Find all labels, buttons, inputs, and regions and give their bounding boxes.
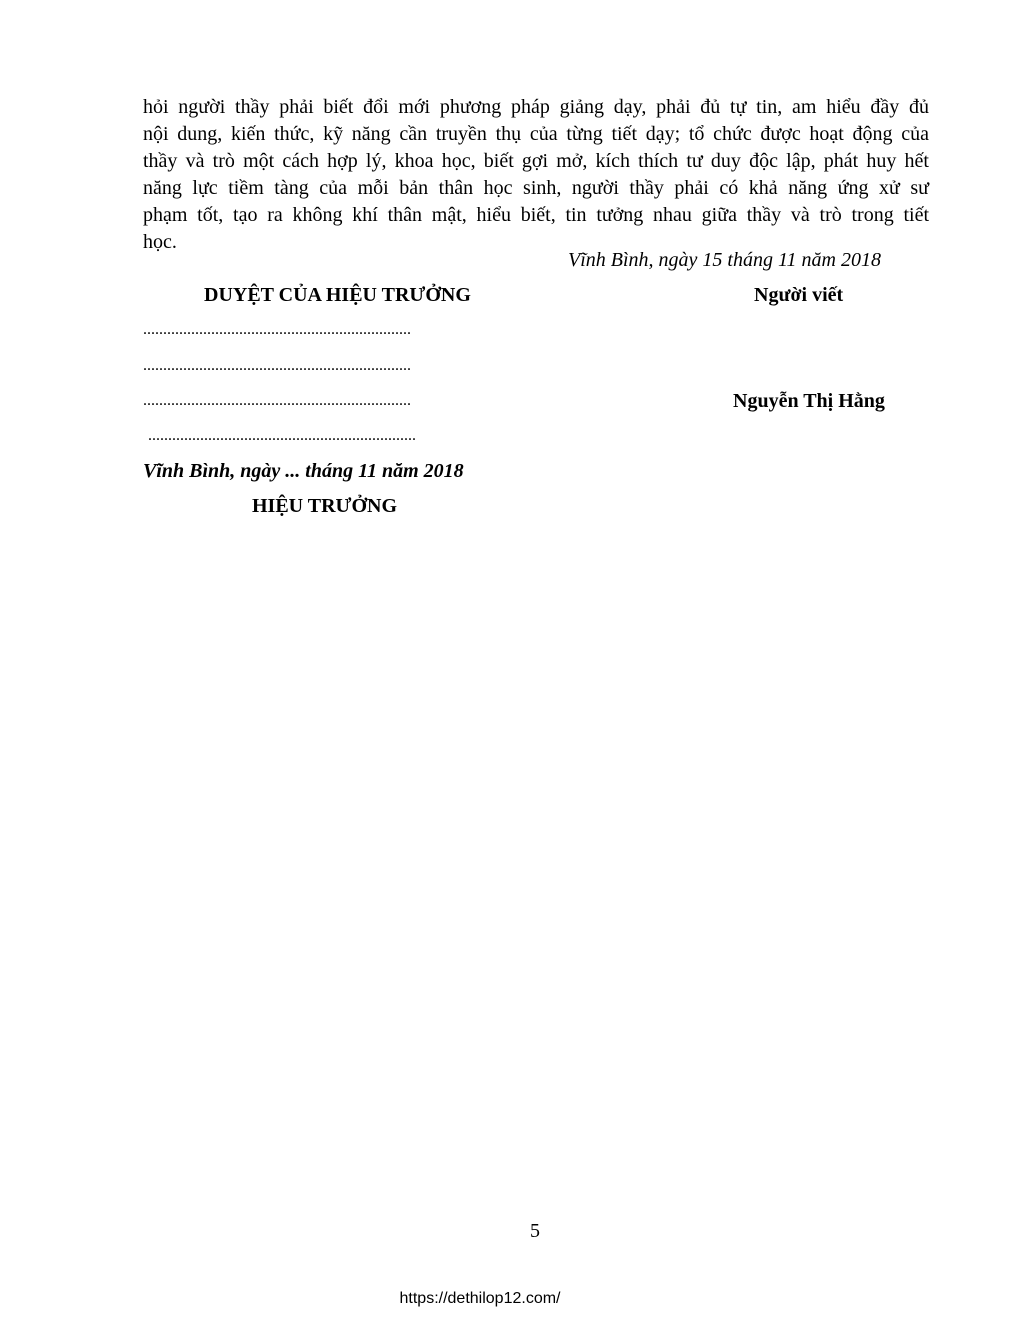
body-paragraph: [143, 94, 929, 256]
page-number: 5: [530, 1220, 540, 1242]
writer-heading: Người viết: [754, 284, 844, 306]
paragraph-line: năng lực tiềm tàng của mỗi bản thân học sinh, người thầy phải có khả năng ứng xử sư: [143, 177, 929, 199]
paragraph-line: học.: [143, 231, 177, 253]
approval-dot-line: ...................................................................: [143, 321, 411, 338]
approval-dot-line: ...................................................................: [143, 357, 411, 374]
paragraph-line: thầy và trò một cách hợp lý, khoa học, biết gợi mở, kích thích tư duy độc lập, phát huy hết: [143, 150, 929, 172]
paragraph-line: hỏi người thầy phải biết đổi mới phương pháp giảng dạy, phải đủ tự tin, am hiểu đầy đủ: [143, 96, 929, 118]
writer-name: Nguyễn Thị Hằng: [733, 390, 885, 412]
approval-heading: DUYỆT CỦA HIỆU TRƯỞNG: [204, 284, 471, 306]
footer-url[interactable]: https://dethilop12.com/: [399, 1290, 561, 1307]
principal-title: HIỆU TRƯỞNG: [252, 495, 398, 517]
author-date: Vĩnh Bình, ngày 15 tháng 11 năm 2018: [568, 249, 881, 271]
approval-date: Vĩnh Bình, ngày ... tháng 11 năm 2018: [143, 460, 464, 482]
approval-dot-line: ...................................................................: [143, 392, 411, 409]
paragraph-line: phạm tốt, tạo ra không khí thân mật, hiểu biết, tin tưởng nhau giữa thầy và trò trong tiết: [143, 204, 929, 226]
approval-dot-line: ...................................................................: [148, 427, 416, 444]
paragraph-line: nội dung, kiến thức, kỹ năng cần truyền thụ của từng tiết dạy; tổ chức được hoạt động của: [143, 123, 929, 145]
